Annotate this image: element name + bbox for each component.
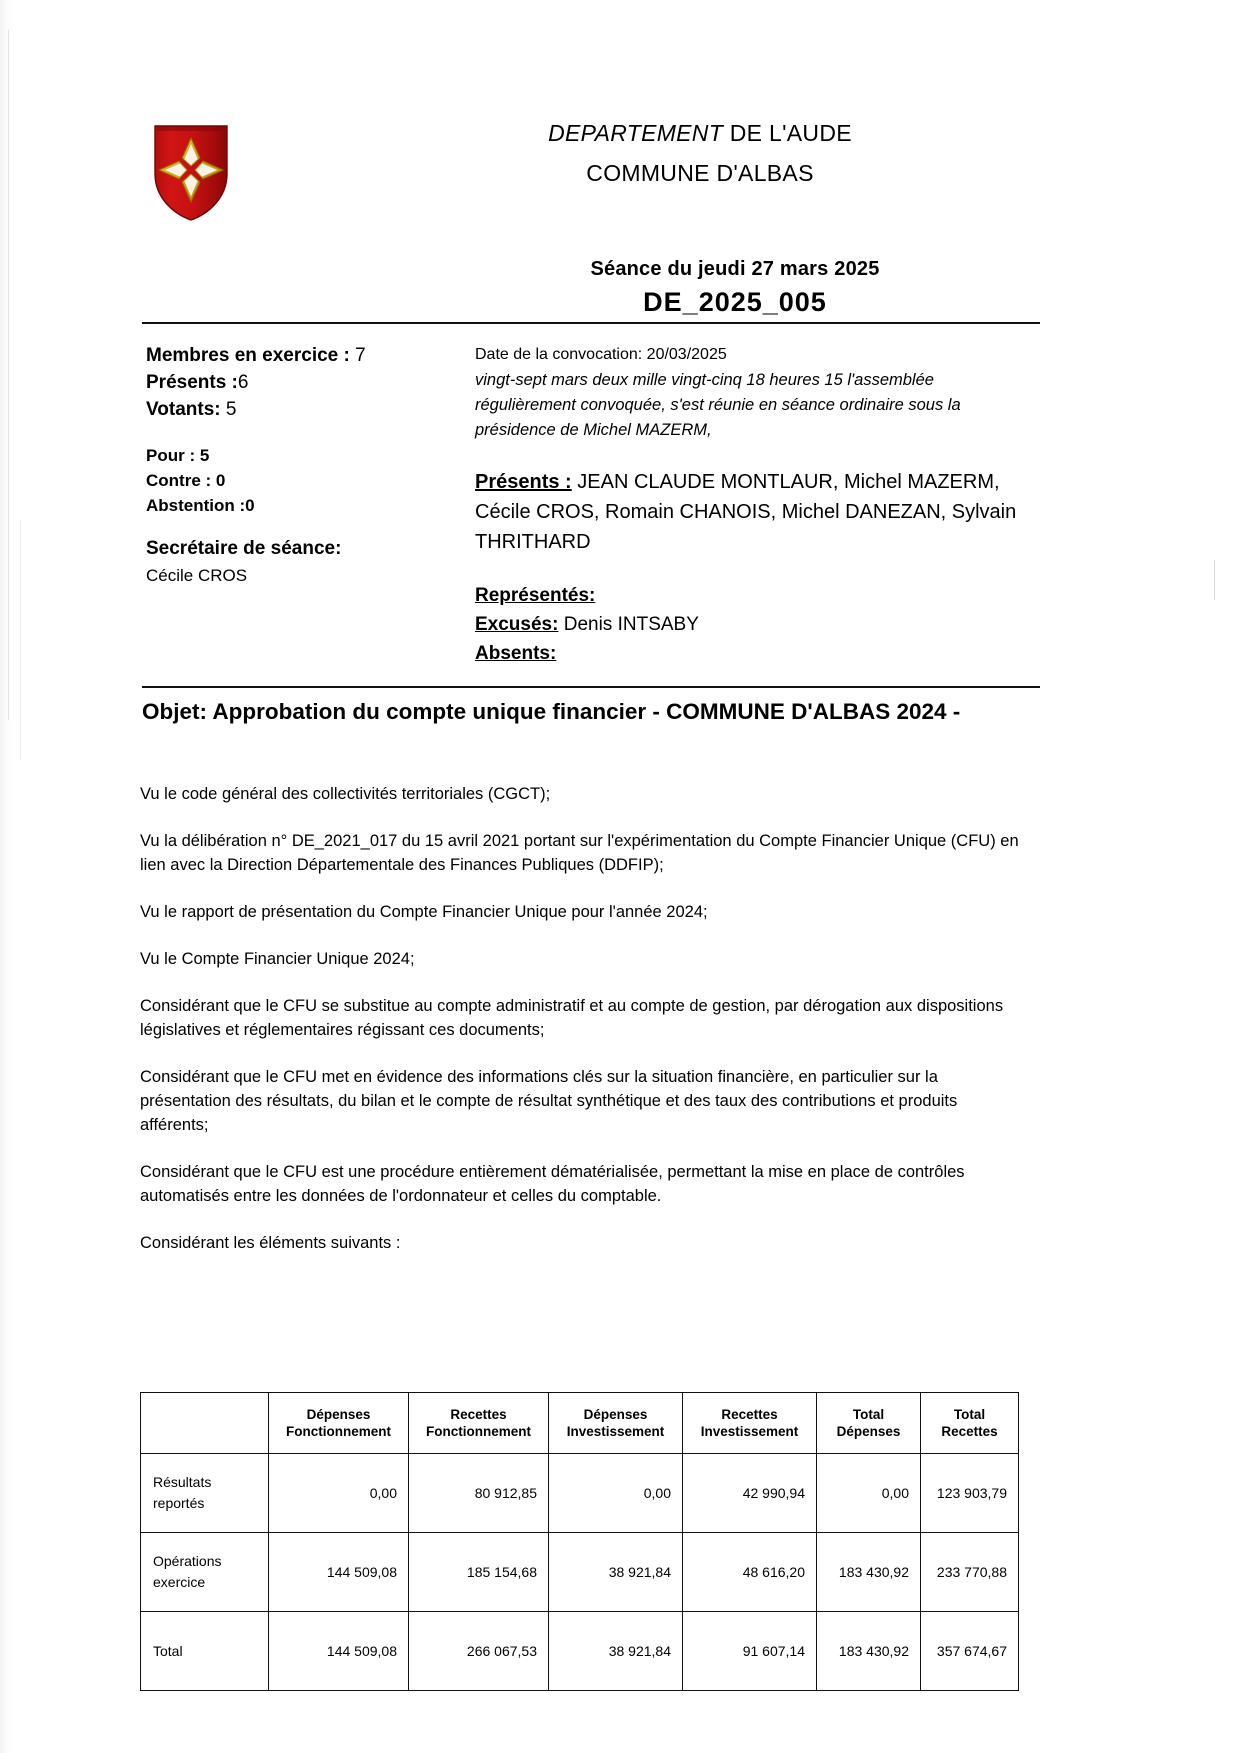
paragraph: Vu le rapport de présentation du Compte Financier Unique pour l'année 2024; <box>140 903 708 921</box>
cell-value: 357 674,67 <box>921 1612 1019 1691</box>
header-line-2: Investissement <box>566 1424 665 1439</box>
header-line-1: Dépenses <box>583 1407 648 1422</box>
session-block <box>430 258 1040 318</box>
presents-value: 6 <box>237 372 249 393</box>
department-line <box>420 120 980 147</box>
recital-line-3: présidence de Michel MAZERM, <box>475 421 712 439</box>
header-line-2: Fonctionnement <box>286 1424 391 1439</box>
cell-value: 183 430,92 <box>817 1533 921 1612</box>
cell-value: 233 770,88 <box>921 1533 1019 1612</box>
convocation-date: Date de la convocation: 20/03/2025 <box>475 346 727 363</box>
col-header-recettes-investissement <box>683 1393 817 1454</box>
secretary-name: Cécile CROS <box>146 566 248 585</box>
header-line-1: Total <box>852 1407 885 1422</box>
cell-value: 38 921,84 <box>549 1612 683 1691</box>
cell-value: 0,00 <box>817 1454 921 1533</box>
spacer <box>146 518 466 538</box>
commune-line: COMMUNE D'ALBAS <box>586 160 814 186</box>
coat-of-arms-icon <box>150 122 232 222</box>
cell-value: 0,00 <box>269 1454 409 1533</box>
paragraph: Vu le code général des collectivités territoriales (CGCT); <box>140 785 551 803</box>
row-label-line-1: Résultats <box>153 1474 212 1490</box>
header-line-1: Recettes <box>721 1407 778 1422</box>
paragraph: Considérant que le CFU se substitue au compte administratif et au compte de gestion, par dérogation aux dispositions législatives et réglementaires régissant ces documents; <box>140 997 1004 1039</box>
votants-value: 5 <box>225 399 237 420</box>
objet-title: Objet: Approbation du compte unique financier - COMMUNE D'ALBAS 2024 - <box>142 699 961 724</box>
col-header-depenses-investissement <box>549 1393 683 1454</box>
col-header-depenses-fonctionnement <box>269 1393 409 1454</box>
cell-value: 80 912,85 <box>409 1454 549 1533</box>
paragraph: Vu le Compte Financier Unique 2024; <box>140 950 415 968</box>
absents-row <box>475 639 1020 668</box>
paragraph: Vu la délibération n° DE_2021_017 du 15 avril 2021 portant sur l'expérimentation du Compte Financier Unique (CFU) en lien avec la Direction Départementale des Finances Publiques (DDFIP); <box>140 832 1019 874</box>
col-header-total-recettes <box>921 1393 1019 1454</box>
cell-value: 91 607,14 <box>683 1612 817 1691</box>
membres-value: 7 <box>355 345 366 366</box>
department-rest: DE L'AUDE <box>723 120 852 146</box>
absents-label: Absents: <box>475 643 557 664</box>
paragraph: Considérant que le CFU est une procédure entièrement dématérialisée, permettant la mise en place de contrôles automatisés entre les données de l'ordonnateur et celles du comptable. <box>140 1163 965 1205</box>
header-line-1: Total Recettes <box>941 1407 998 1439</box>
votants-label: Votants: <box>146 399 226 420</box>
presents-count-row <box>146 369 466 396</box>
organization-title <box>420 120 980 187</box>
table-row <box>141 1533 1019 1612</box>
cell-value: 38 921,84 <box>549 1533 683 1612</box>
excuses-row <box>475 610 1020 639</box>
deliberation-reference: DE_2025_005 <box>643 287 827 317</box>
membres-label: Membres en exercice : <box>146 345 356 366</box>
scan-artifact-line <box>20 520 21 760</box>
col-header-blank <box>141 1393 269 1454</box>
absence-block <box>475 581 1020 668</box>
attendance-summary <box>146 342 466 586</box>
cell-value: 48 616,20 <box>683 1533 817 1612</box>
header-line-1: Dépenses <box>306 1407 371 1422</box>
cell-value: 123 903,79 <box>921 1454 1019 1533</box>
col-header-total-depenses <box>817 1393 921 1454</box>
paragraph: Considérant que le CFU met en évidence des informations clés sur la situation financière, en particulier sur la présentation des résultats, du bilan et le compte de résultat synthétique et des taux des contributions et produits afférents; <box>140 1068 958 1134</box>
membres-en-exercice-row <box>146 342 466 369</box>
table-row <box>141 1612 1019 1691</box>
convocation-block <box>475 344 1020 668</box>
table-header-row <box>141 1393 1019 1454</box>
excuses-label: Excusés: <box>475 614 559 635</box>
cell-value: 42 990,94 <box>683 1454 817 1533</box>
presents-list-label: Présents : <box>475 471 572 493</box>
cell-value: 144 509,08 <box>269 1612 409 1691</box>
header-line-2: Dépenses <box>836 1424 901 1439</box>
row-label-line-1: Opérations <box>153 1553 222 1569</box>
row-label-line-1: Total <box>153 1642 183 1659</box>
spacer <box>146 423 466 443</box>
vote-contre: Contre : 0 <box>146 471 226 490</box>
header-line-1: Recettes <box>450 1407 507 1422</box>
presents-label: Présents : <box>146 372 238 393</box>
cell-value: 144 509,08 <box>269 1533 409 1612</box>
row-label-line-2: exercice <box>153 1574 206 1590</box>
representes-label: Représentés: <box>475 585 596 606</box>
cell-value: 266 067,53 <box>409 1612 549 1691</box>
col-header-recettes-fonctionnement <box>409 1393 549 1454</box>
department-word: DEPARTEMENT <box>548 120 724 146</box>
table-row <box>141 1454 1019 1533</box>
horizontal-rule-top <box>142 322 1040 324</box>
row-label-resultats-reportes <box>141 1454 269 1533</box>
header-line-2: Fonctionnement <box>426 1424 531 1439</box>
presents-list-names: JEAN CLAUDE MONTLAUR, Michel MAZERM, Cécile CROS, Romain CHANOIS, Michel DANEZAN, Sylvain THRITHARD <box>475 471 1017 553</box>
excuses-value: Denis INTSABY <box>558 614 699 635</box>
votants-row <box>146 396 466 423</box>
financial-results-table <box>140 1392 1019 1691</box>
scan-artifact-line <box>1214 560 1215 600</box>
horizontal-rule-objet <box>142 686 1040 688</box>
convocation-recital <box>475 368 1020 443</box>
header-line-2: Investissement <box>700 1424 799 1439</box>
row-label-total <box>141 1612 269 1691</box>
cell-value: 185 154,68 <box>409 1533 549 1612</box>
scan-artifact-left-margin <box>0 0 14 1753</box>
recital-line-1: vingt-sept mars deux mille vingt-cinq 18 heures 15 l'assemblée <box>475 371 934 389</box>
recital-line-2: régulièrement convoquée, s'est réunie en séance ordinaire sous la <box>475 396 961 414</box>
row-label-operations-exercice <box>141 1533 269 1612</box>
vote-pour: Pour : 5 <box>146 446 210 465</box>
paragraph: Considérant les éléments suivants : <box>140 1234 401 1252</box>
deliberation-body <box>140 782 1020 1255</box>
row-label-line-2: reportés <box>153 1495 205 1511</box>
presents-list <box>475 467 1020 557</box>
cell-value: 183 430,92 <box>817 1612 921 1691</box>
session-date: Séance du jeudi 27 mars 2025 <box>590 258 880 280</box>
cell-value: 0,00 <box>549 1454 683 1533</box>
secretary-title: Secrétaire de séance: <box>146 538 342 559</box>
vote-abstention: Abstention :0 <box>146 496 255 515</box>
document-header <box>0 108 1240 238</box>
representes-row <box>475 581 1020 610</box>
